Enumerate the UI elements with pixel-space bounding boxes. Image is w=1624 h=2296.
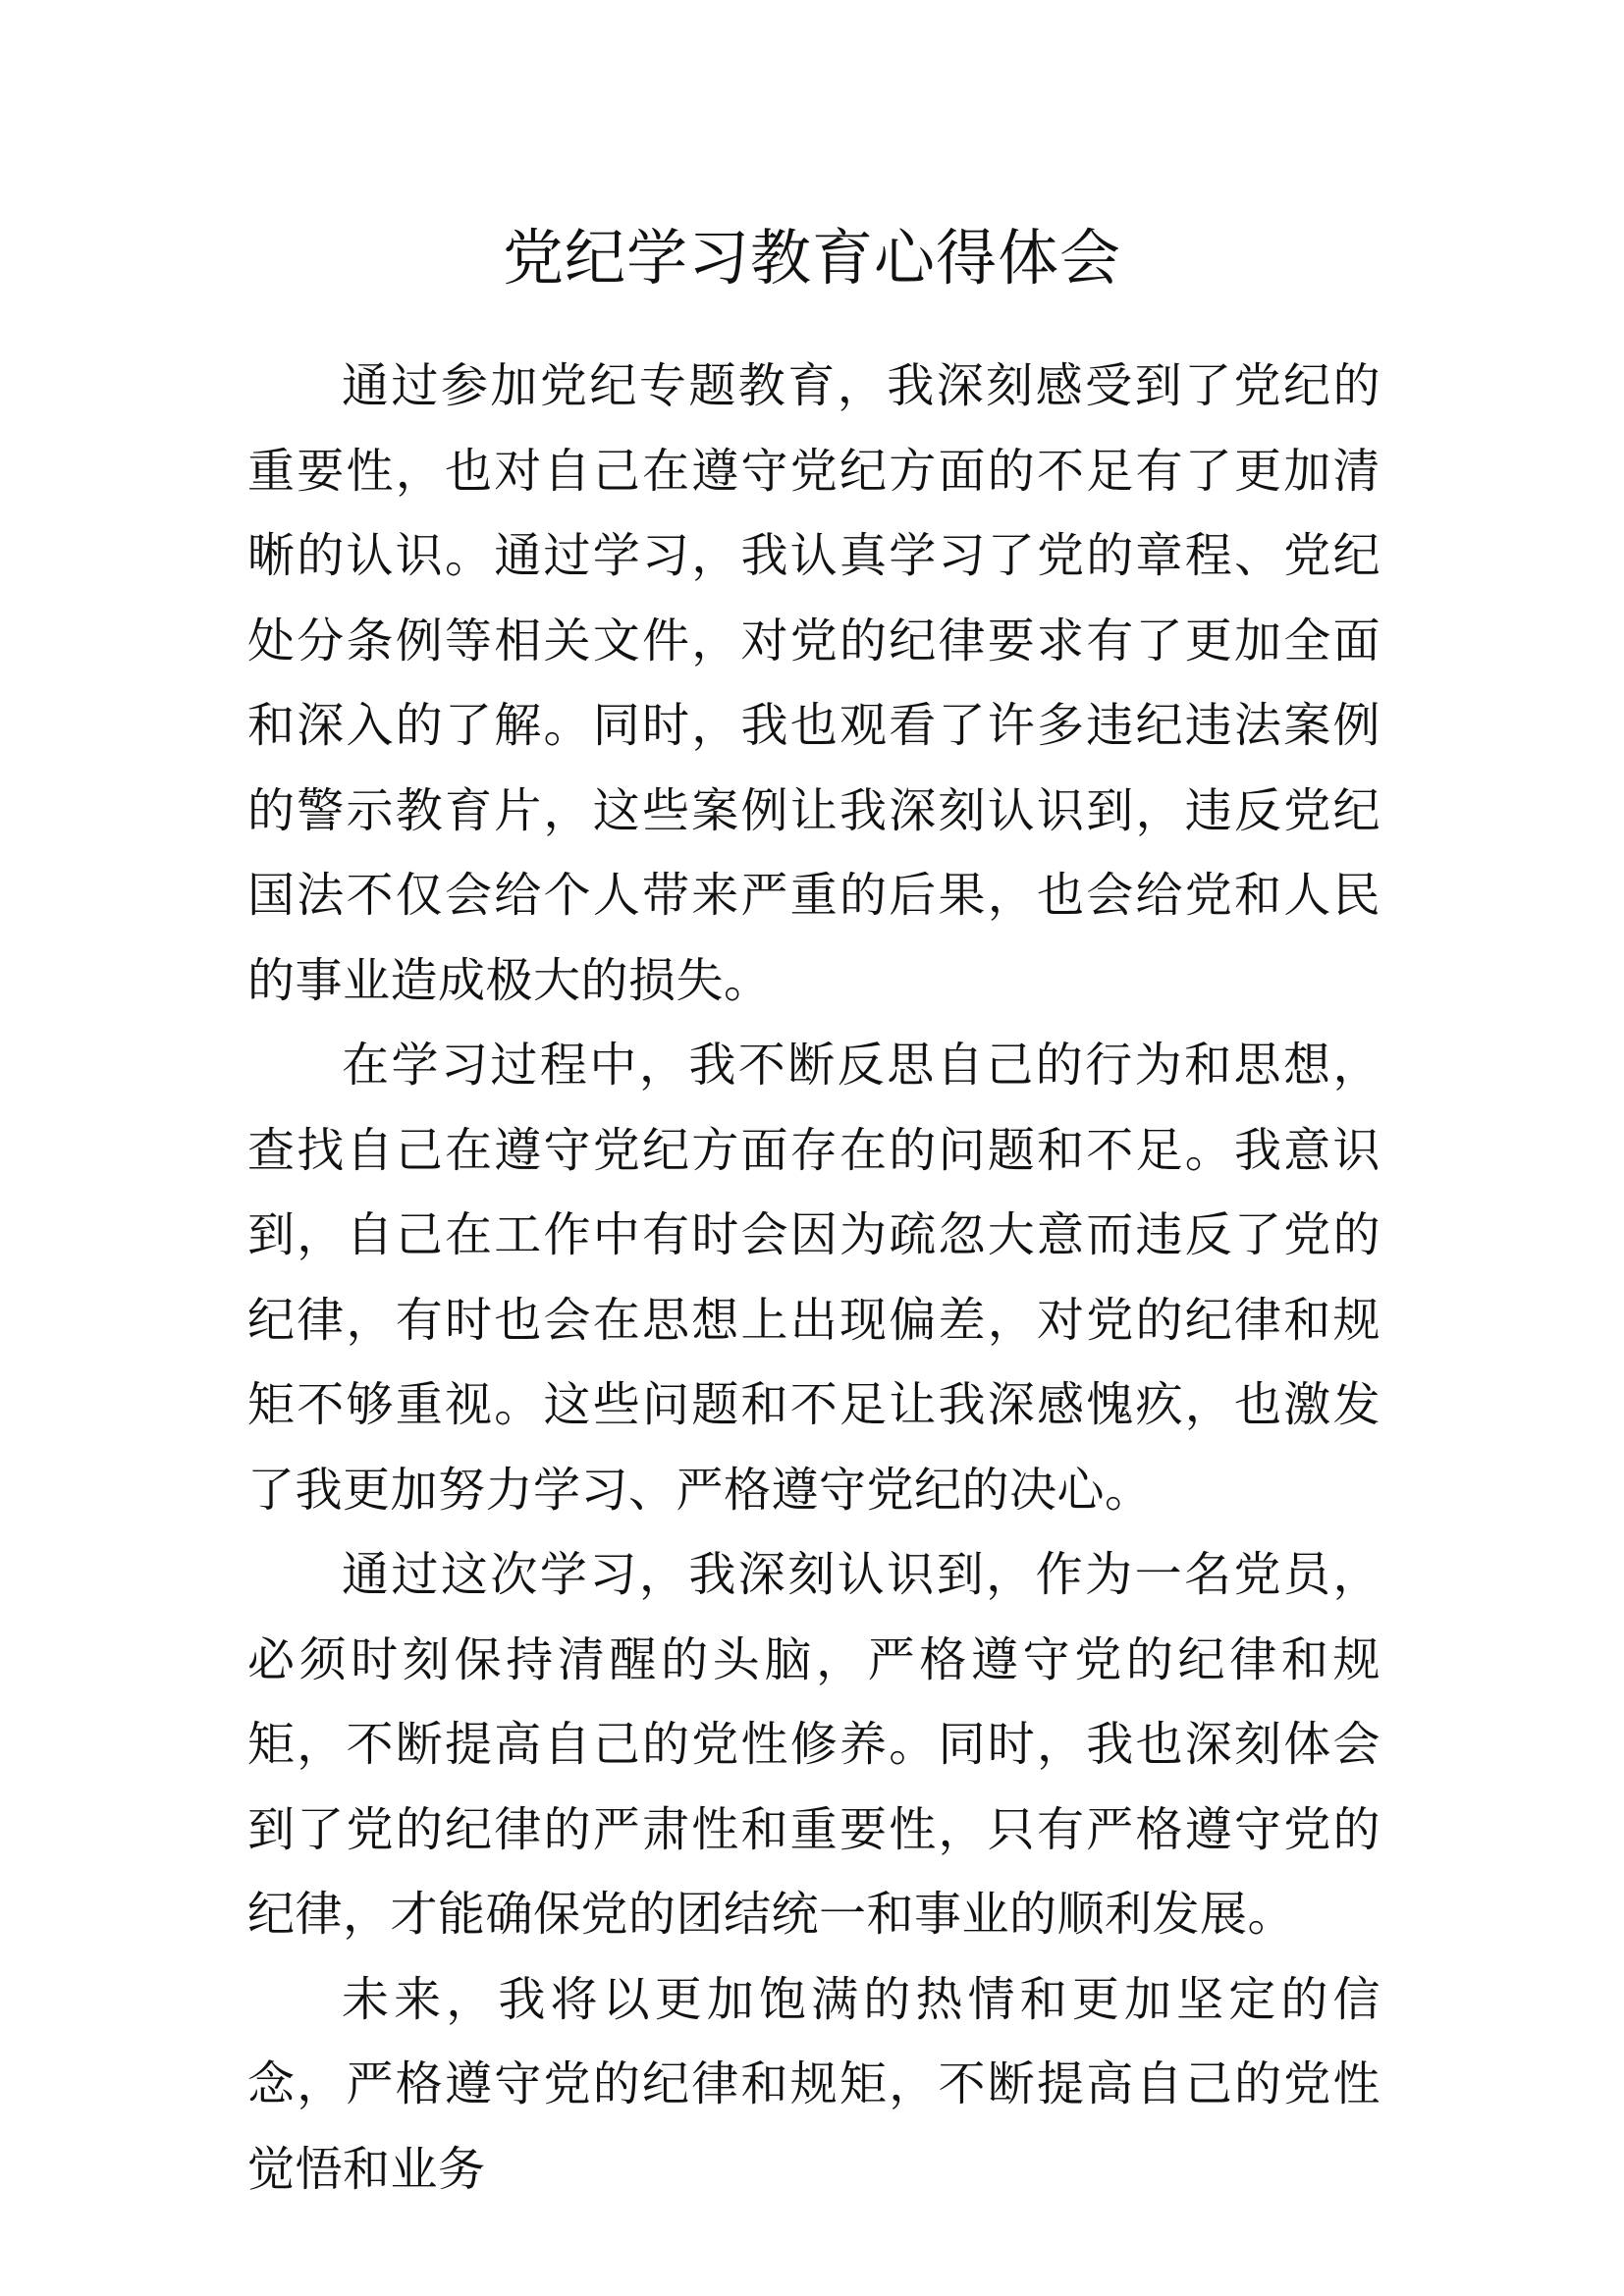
paragraph-2: 在学习过程中，我不断反思自己的行为和思想，查找自己在遵守党纪方面存在的问题和不足。我意识到，自己在工作中有时会因为疏忽大意而违反了党的纪律，有时也会在思想上出现偏差，对党的纪律和规矩不够重视。这些问题和不足让我深感愧疚，也激发了我更加努力学习、严格遵守党纪的决心。 — [247, 1038, 1380, 1518]
paragraph-3: 通过这次学习，我深刻认识到，作为一名党员，必须时刻保持清醒的头脑，严格遵守党的纪律和规矩，不断提高自己的党性修养。同时，我也深刻体会到了党的纪律的严肃性和重要性，只有严格遵守党的纪律，才能确保党的团结统一和事业的顺利发展。 — [247, 1547, 1380, 1942]
document-body — [247, 344, 1380, 2212]
document-title: 党纪学习教育心得体会 — [502, 222, 1121, 294]
paragraph-4: 未来，我将以更加饱满的热情和更加坚定的信念，严格遵守党的纪律和规矩，不断提高自己的党性觉悟和业务 — [247, 1971, 1380, 2197]
paragraph-1: 通过参加党纪专题教育，我深刻感受到了党纪的重要性，也对自己在遵守党纪方面的不足有了更加清晰的认识。通过学习，我认真学习了党的章程、党纪处分条例等相关文件，对党的纪律要求有了更加全面和深入的了解。同时，我也观看了许多违纪违法案例的警示教育片，这些案例让我深刻认识到，违反党纪国法不仅会给个人带来严重的后果，也会给党和人民的事业造成极大的损失。 — [247, 358, 1380, 1008]
